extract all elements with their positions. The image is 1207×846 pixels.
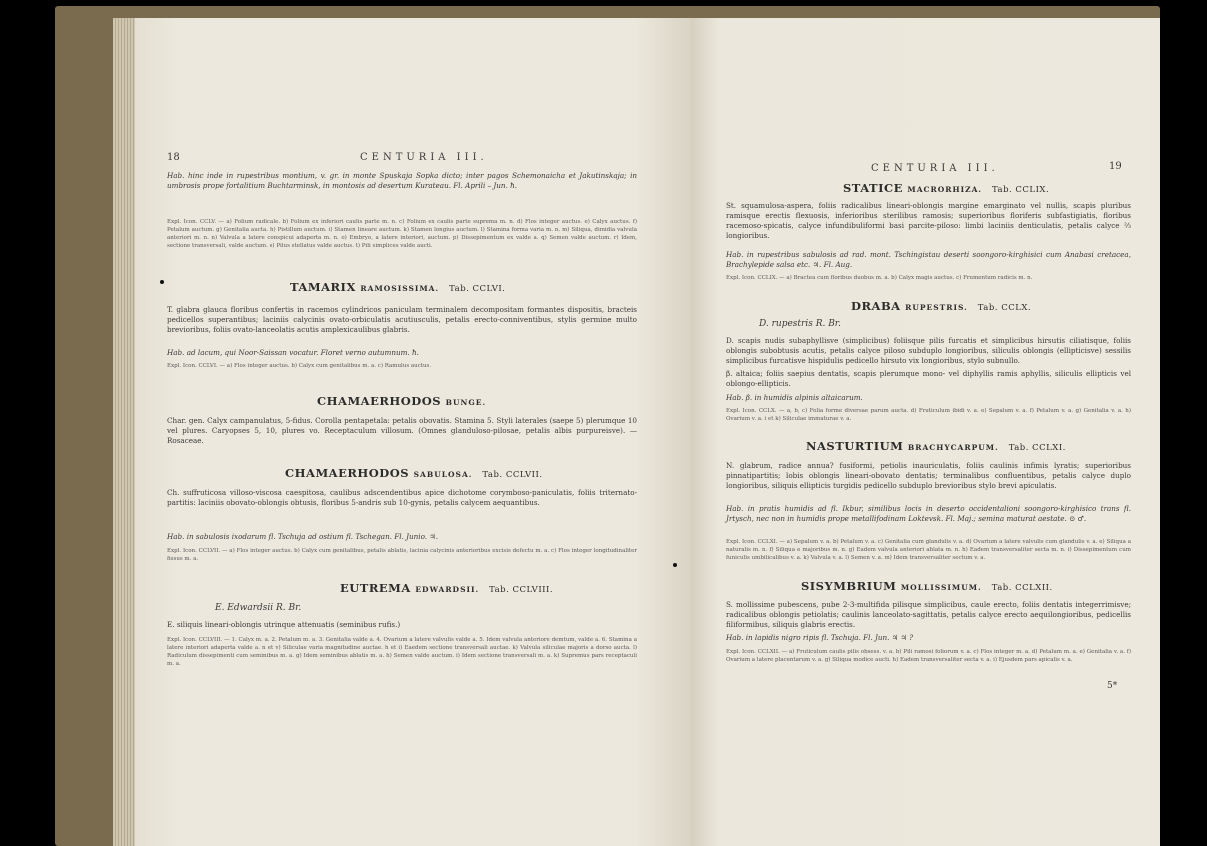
- figure-explanation: Expl. Icon. CCLXI. — a) Sepalum v. a. b) Petalum v. a. c) Genitalia cum glandulis v. a. d) Ovarium a latere valvulis cum glandulis v. a. e) Siliqua a naturalis m. n. f) Siliqua e majoribus m. n. g) Eadem valvula anteriori ablata m. n. h) Eadem transversaliter secta m. n. i) Dissepimentum cum funiculis umbilicalibus v. a. k) Valvula v. a. l) Semen v. a. m) Idem transversaliter sectum v. a.: [726, 539, 1131, 561]
- species-description: St. squamulosa-aspera, foliis radicalibus lineari-oblongis margine emarginato vel nullis, scapis pluribus ramisque erectis flexuosis, inferioribus sterilibus ramosis; superioribus floriferis subfastigiatis, floribus racemoso-spicatis, calyce infundibuliformi basi parcite-piloso: limbi laciniis denticulatis, petalis calyce ⅔ longioribus.: [726, 201, 1131, 240]
- species-heading: CHAMAERHODOS SABULOSA. Tab. CCLVII.: [285, 466, 543, 480]
- page-edges: [113, 18, 135, 846]
- species-heading: EUTREMA EDWARDSII. Tab. CCLVIII.: [340, 581, 554, 595]
- species-description: D. scapis nudis subaphyllisve (simplicibus) foliisque pilis furcatis et simplicibus hirsutis ciliatisque, foliis oblongis subobtusis acutis, petalis calyce piloso subduplo longioribus, siliculis oblongis (ellipticisve) sessilis simplicibus furcatisve hispidulis pedicello hirsuto vix longioribus, stylo subnullo.: [726, 336, 1131, 365]
- figure-explanation: Expl. Icon. CCLIX. — a) Bractea cum floribus duobus m. a. b) Calyx magis auctus. c) Frumentum radicis m. n.: [726, 275, 1033, 281]
- running-header-right: CENTURIA III.: [871, 163, 999, 174]
- species-heading: STATICE MACRORHIZA. Tab. CCLIX.: [843, 181, 1050, 195]
- habitat-text: Hab. in lapidis nigro ripis fl. Tschuja. Fl. Jun. ♃ ♃ ?: [726, 633, 914, 642]
- species-description: S. mollissime pubescens, pube 2-3-multifida pilisque simplicibus, caule erecto, foliis dentatis integerrimisve; radicalibus oblongis petiolatis; caulinis lanceolato-sagittatis, petalis calyce erecto aequilongioribus, pedicellis filiformibus, siliquis glabris erectis.: [726, 600, 1131, 629]
- genus-heading: CHAMAERHODOS BUNGE.: [317, 394, 487, 408]
- figure-explanation: Expl. Icon. CCLVII. — a) Flos integer auctus. b) Calyx cum genitalibus, petalis ablatis, lacinia calycinis anterioribus excisis defectu m. a. c) Flos integer longitudinaliter fissus m. a.: [167, 548, 637, 562]
- species-description: Ch. suffruticosa villoso-viscosa caespitosa, caulibus adscendentibus apice dichotome corymboso-paniculatis, foliis triternato-partitis: laciniis obovato-oblongis obtusis, floribus 5-andris sub 10-gynis, petalis calycem aequantibus.: [167, 488, 637, 507]
- book-cover: [55, 6, 1160, 846]
- binding-hole: [160, 280, 164, 284]
- running-header-left: CENTURIA III.: [360, 152, 488, 163]
- figure-explanation: Expl. Icon. CCLVIII. — 1. Calyx m. a. 2. Petalum m. a. 3. Genitalia valde a. 4. Ovarium a latere valvulis valde a. 5. Idem valvula anteriore demtum, valde a. 6. Stamina a latere interiori adaperta valde a. n et v) Siliculae varia magnitudine auctae. h et i) Eaedem sectione transversali auctae. k) Valvula siliculae majoris a dorso aucta. l) Radiculum dissepimenti cum seminibus m. a. g) Idem seminibus ablatis m. a. h) Semen valde auctum. i) Idem sectione transversali m. a. k) Supremus pars receptaculi m. a.: [167, 637, 637, 667]
- species-description: T. glabra glauca floribus confertis in racemos cylindricos paniculam terminalem decompositam formantes dispositis, bracteis pedicellos superantibus; laciniis calycinis ovato-orbiculatis acutiusculis, petalis erecto-conniventibus, stylis germine multo brevioribus, foliis ovato-lanceolatis acutis amplexicaulibus glabris.: [167, 305, 637, 334]
- habitat-text: Hab. in rupestribus sabulosis ad rad. mont. Tschingistau deserti soongoro-kirghisici cum Anabasi cretacea, Brachylepide salsa etc. ♃. Fl. Aug.: [726, 250, 1131, 269]
- page-number-left: 18: [167, 152, 180, 163]
- figure-explanation: Expl. Icon. CCLXII. — a) Fruticulum caulis pilis obsess. v. a. b) Pili ramosi foliorum v. a. c) Flos integer m. a. d) Petalum m. a. e) Genitalia v. a. f) Ovarium a latere placentarum v. a. g) Siliqua modice aucti. h) Eadem transversaliter secta v. a. i) Ejusdem pars apicalis v. a.: [726, 649, 1131, 663]
- binding-hole: [673, 563, 677, 567]
- habitat-text: Hab. ad lacum, qui Noor-Saissan vocatur. Floret verno autumnum. ħ.: [167, 348, 419, 357]
- figure-explanation: Expl. Icon. CCLVI. — a) Flos integer auctus. b) Calyx cum genitalibus m. a. c) Ramulus auctus.: [167, 363, 432, 369]
- species-description: N. glabrum, radice annua? fusiformi, petiolis inauriculatis, foliis caulinis infimis lyratis; superioribus pinnatipartitis; lobis oblongis lineari-obovato dentatis; terminalibus confluentibus, petalis calyce duplo longioribus, siliquis ellipticis turgidis pedicello subduplo brevioribus stylo brevi apiculatis.: [726, 461, 1131, 490]
- species-heading: NASTURTIUM BRACHYCARPUM. Tab. CCLXI.: [806, 439, 1066, 453]
- right-page: [691, 18, 1160, 846]
- figure-explanation: Expl. Icon. CCLX. — a, b, c) Folia forme diversae parum aucta. d) Fruticulum ibidi v. a. e) Sepalum v. a. f) Petalum v. a. g) Genitalia v. a. h) Ovarium v. a. i et k) Siliculae immaturae v. a.: [726, 408, 1131, 422]
- habitat-text: Hab. in pratis humidis ad fl. Ikbur, similibus locis in deserto occidentalioni soongoro-kirghisico trans fl. Jrtysch, nec non in humidis prope metallifodinam Loktevsk. Fl. Maj.; semina maturat aestate. ⊙ ♂.: [726, 504, 1131, 523]
- habitat-text: Hab. in sabulosis ixodarum fl. Tschuja ad ostium fl. Tschegan. Fl. Junio. ♃.: [167, 532, 439, 541]
- habitat-text: Hab. β. in humidis alpinis altaicarum.: [726, 393, 863, 402]
- left-page: [135, 18, 691, 846]
- page-number-right: 19: [1109, 161, 1122, 172]
- species-heading: TAMARIX RAMOSISSIMA. Tab. CCLVI.: [290, 280, 506, 294]
- variety-description: β. altaica; foliis saepius dentatis, scapis plerumque mono- vel diphyllis ramis aphyllis, siliculis ellipticis vel oblongo-ellipticis.: [726, 369, 1131, 388]
- synonym: E. Edwardsii R. Br.: [215, 603, 302, 613]
- figure-explanation: Expl. Icon. CCLV. — a) Folium radicale. b) Folium ex inferiori caulis parte m. n. c) Folium ex caulis parte suprema m. n. d) Flos integer auctus. e) Calyx auctus. f) Petalum auctum. g) Genitalia aucta. h) Pistillum auctum. i) Stamen lineare auctum. k) Stamen longius auctum. l) Stamina forma varia m. n. m) Siliqua, dimidia valvula anteriori m. n. n) Valvula a latere conspicui adaperta m. n. o) Embryo, a latere interiori, auctum. p) Dissepimentum ex valde a. q) Semen valde auctum. r) Idem, sectione transversali, valde auctum. s) Pilus stellatus valde auctus. t) Pili simplices valde aucti.: [167, 219, 637, 249]
- genus-description: Char. gen. Calyx campanulatus, 5-fidus. Corolla pentapetala: petalis obovatis. Stamina 5. Styli laterales (saepe 5) plerumque 10 vel plures. Caryopses 5, 10, plures vo. Receptaculum villosum. (Omnes glanduloso-pilosae, petalis albis purpureisve). — Rosaceae.: [167, 416, 637, 445]
- synonym: D. rupestris R. Br.: [759, 319, 841, 329]
- signature-mark: 5*: [1107, 681, 1118, 691]
- habitat-text: Hab. hinc inde in rupestribus montium, v. gr. in monte Spuskaja Sopka dicto; inter pagos Schemonaicha et Jakutinskaja; in umbrosis prope fortalitium Buchtarminsk, in montosis ad desertum Kurateau. Fl. Aprili – Jun. ħ.: [167, 171, 637, 190]
- species-heading: SISYMBRIUM MOLLISSIMUM. Tab. CCLXII.: [801, 579, 1053, 593]
- species-heading: DRABA RUPESTRIS. Tab. CCLX.: [851, 299, 1032, 313]
- species-description: E. siliquis lineari-oblongis utrinque attenuatis (seminibus rufis.): [167, 620, 401, 629]
